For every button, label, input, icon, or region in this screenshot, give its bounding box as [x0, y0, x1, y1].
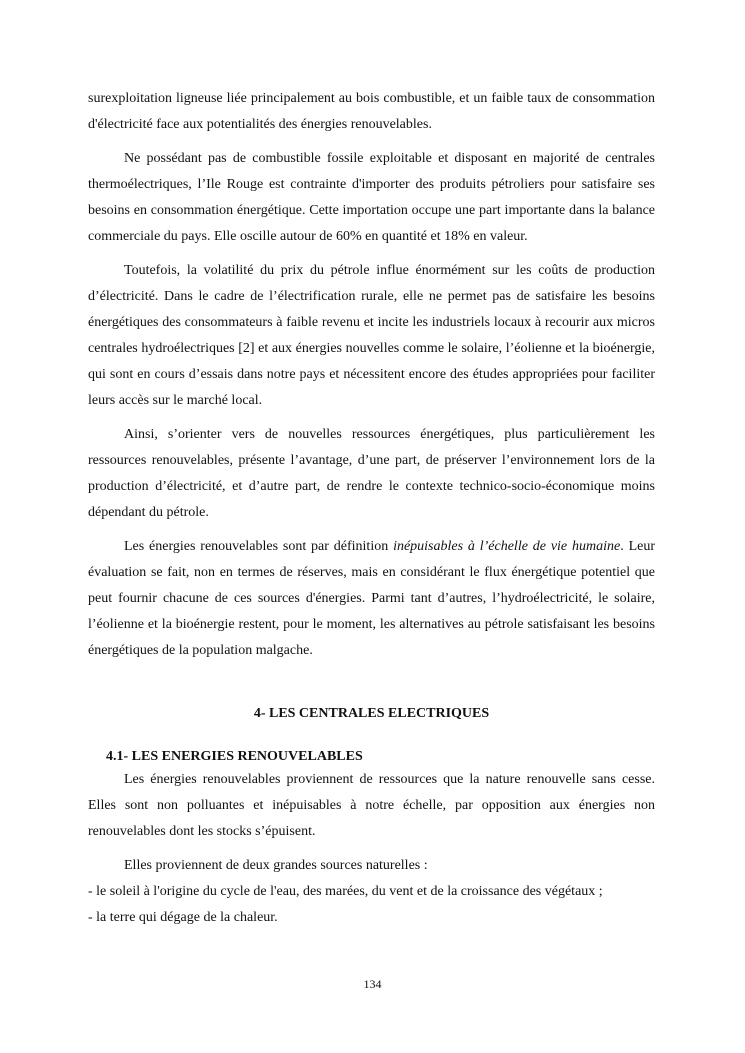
- paragraph-3: Toutefois, la volatilité du prix du pétrole influe énormément sur les coûts de production d’électricité. Dans le cadre de l’électrification rurale, elle ne permet pas de satisfaire les besoins énergétiques des consommateurs à faible revenu et incite les industriels locaux à recourir aux micros centrales hydroélectriques [2] et aux énergies nouvelles comme le solaire, l’éolienne et la bioénergie, qui sont en cours d’essais dans notre pays et nécessitent encore des études appropriées pour faciliter leurs accès sur le marché local.: [88, 263, 655, 408]
- paragraph-2: Ne possédant pas de combustible fossile exploitable et disposant en majorité de centrales thermoélectriques, l’Ile Rouge est contrainte d'importer des produits pétroliers pour satisfaire ses besoins en consommation énergétique. Cette importation occupe une part importante dans la balance commerciale du pays. Elle oscille autour de 60% en quantité et 18% en valeur.: [88, 151, 655, 244]
- section-title: 4- LES CENTRALES ELECTRIQUES: [253, 706, 490, 721]
- list-item-2: - la terre qui dégage de la chaleur.: [88, 910, 278, 925]
- paragraph-5-italic: inépuisables à l’échelle de vie humaine: [393, 539, 621, 554]
- paragraph-6: Les énergies renouvelables proviennent de ressources que la nature renouvelle sans cesse. Elles sont non polluantes et inépuisables à notre échelle, par opposition aux énergies non renouvelables dont les stocks s’épuisent.: [88, 772, 655, 839]
- page-number: 134: [363, 977, 382, 991]
- paragraph-5-end: . Leur évaluation se fait, non en termes de réserves, mais en considérant le flux énergétique potentiel que peut fournir chacune de ces sources d'énergies. Parmi tant d’autres, l’hydroélectricité, le solaire, l’éolienne et la bioénergie restent, pour le moment, les alternatives au pétrole satisfaisant les besoins énergétiques de la population malgache.: [88, 539, 655, 658]
- subsection-title: 4.1- LES ENERGIES RENOUVELABLES: [106, 749, 363, 764]
- list-item-1: - le soleil à l'origine du cycle de l'eau, des marées, du vent et de la croissance des végétaux ;: [88, 884, 603, 899]
- paragraph-1: surexploitation ligneuse liée principalement au bois combustible, et un faible taux de consommation d'électricité face aux potentialités des énergies renouvelables.: [88, 91, 655, 132]
- paragraph-5-start: Les énergies renouvelables sont par définition: [124, 539, 394, 554]
- document-page: [88, 86, 655, 931]
- paragraph-5: [88, 534, 655, 664]
- paragraph-7: Elles proviennent de deux grandes sources naturelles :: [124, 858, 428, 873]
- paragraph-4: Ainsi, s’orienter vers de nouvelles ressources énergétiques, plus particulièrement les ressources renouvelables, présente l’avantage, d’une part, de préserver l’environnement lors de la production d’électricité, et d’autre part, de rendre le contexte technico-socio-économique moins dépendant du pétrole.: [88, 427, 655, 520]
